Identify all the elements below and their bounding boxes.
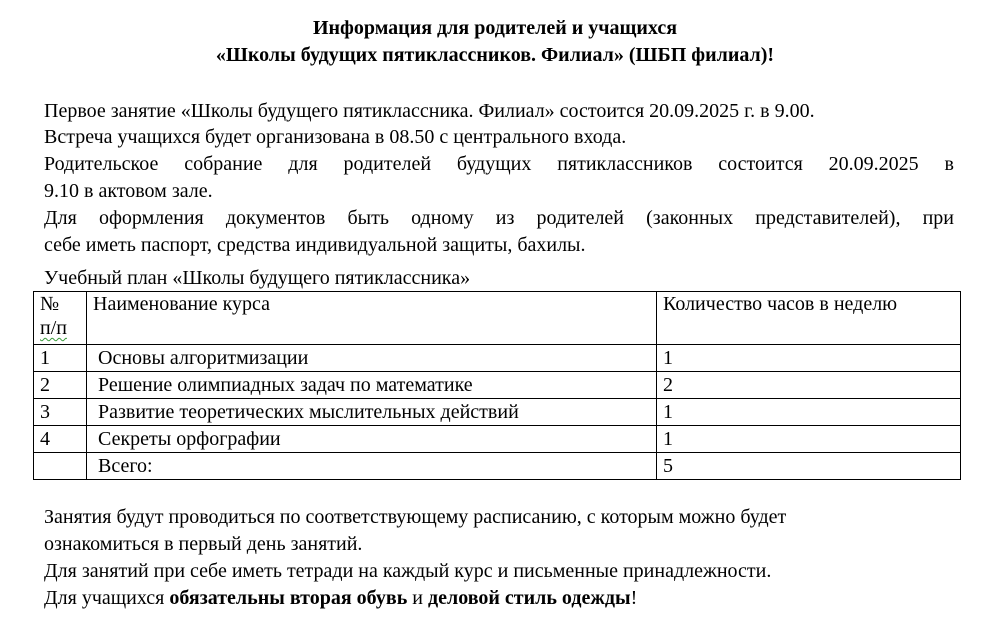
row-number: 1 [34,345,87,372]
dress-code-shoes: обязательны вторая обувь [169,587,408,609]
table-row [34,372,961,399]
intro-meeting-point: Встреча учащихся будет организована в 08.50 с центрального входа. [44,126,627,148]
table-row [34,345,961,372]
header-course-name: Наименование курса [87,292,657,345]
row-course-name: Решение олимпиадных задач по математике [87,372,657,399]
header-number-cell [34,292,87,345]
intro-parent-meeting: Родительское собрание для родителей будущих пятиклассников состоится 20.09.2025 в [44,153,954,175]
table-row [34,426,961,453]
row-course-name: Развитие теоретических мыслительных действий [87,399,657,426]
header-number-abbrev: п/п [40,317,67,339]
total-number [34,453,87,480]
footer-supplies-note: Для занятий при себе иметь тетради на каждый курс и письменные принадлежности. [44,560,772,582]
row-hours: 1 [657,345,961,372]
row-number: 4 [34,426,87,453]
row-course-name: Секреты орфографии [87,426,657,453]
table-total-row [34,453,961,480]
intro-documents-cont: себе иметь паспорт, средства индивидуальной защиты, бахилы. [44,234,586,256]
row-hours: 2 [657,372,961,399]
dress-code-prefix: Для учащихся [44,587,170,609]
intro-first-lesson: Первое занятие «Школы будущего пятиклассника. Филиал» состоится 20.09.2025 г. в 9.00. [44,100,815,122]
header-number-sign: № [40,293,60,315]
dress-code-and: и [407,587,428,609]
row-hours: 1 [657,399,961,426]
dress-code-suffix: ! [630,587,638,609]
footer-schedule-note-cont: ознакомиться в первый день занятий. [44,533,363,555]
row-course-name: Основы алгоритмизации [87,345,657,372]
row-hours: 1 [657,426,961,453]
page-title-line-2: «Школы будущих пятиклассников. Филиал» (ШБП филиал)! [215,44,775,66]
study-plan-table [33,291,961,480]
intro-documents: Для оформления документов быть одному из родителей (законных представителей), при [44,207,954,229]
total-label: Всего: [87,453,657,480]
row-number: 3 [34,399,87,426]
header-hours-per-week: Количество часов в неделю [657,292,961,345]
table-row [34,399,961,426]
footer-dress-code [44,585,954,612]
table-header-row [34,292,961,345]
row-number: 2 [34,372,87,399]
dress-code-style: деловой стиль одежды [427,587,631,609]
intro-parent-meeting-cont: 9.10 в актовом зале. [44,180,213,202]
page-title-line-1: Информация для родителей и учащихся [312,17,678,39]
plan-caption: Учебный план «Школы будущего пятиклассника» [44,267,471,289]
footer-schedule-note: Занятия будут проводиться по соответствующему расписанию, с которым можно будет [44,506,787,528]
total-hours: 5 [657,453,961,480]
